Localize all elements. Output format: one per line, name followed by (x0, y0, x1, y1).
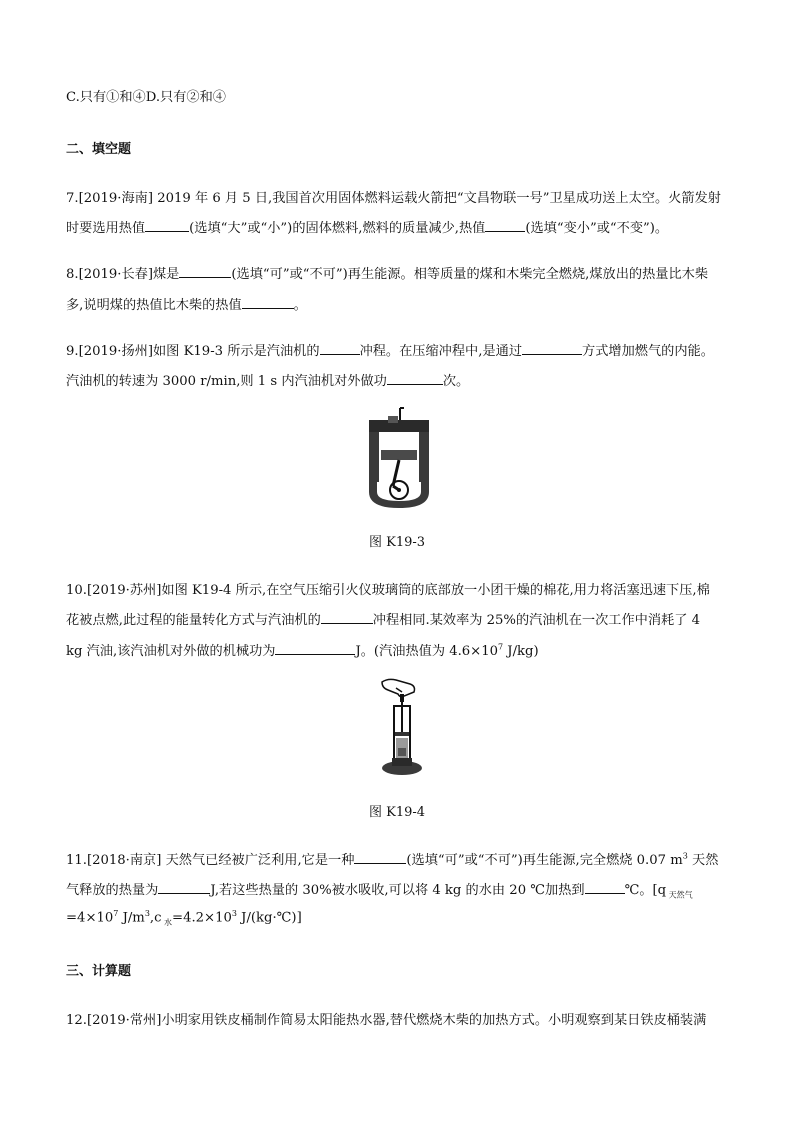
q7-text-c: (选填“变小”或“不变”)。 (525, 221, 669, 236)
q11-text-d: 气释放的热量为 (66, 883, 159, 898)
answer-blank[interactable] (354, 851, 406, 864)
section-fill-blank-title: 二、填空题 (66, 142, 132, 157)
q11-text-j: =4.2×10 (172, 910, 232, 926)
question-10-line-3 (66, 640, 539, 659)
answer-blank[interactable] (585, 881, 625, 894)
answer-blank[interactable] (158, 881, 210, 894)
question-10-line-2 (66, 609, 700, 628)
answer-blank[interactable] (145, 219, 189, 232)
q11-subscript: 天然气 (666, 890, 693, 900)
question-10-line-1: 10.[2019·苏州]如图 K19-4 所示,在空气压缩引火仪玻璃筒的底部放一小团干燥的棉花,用力将活塞迅速下压,棉 (66, 583, 710, 598)
q9-text-d: 汽油机的转速为 3000 r/min,则 1 s 内汽油机对外做功 (66, 374, 387, 389)
q11-superscript: 7 (113, 909, 119, 918)
q10-text-b: 冲程相同.某效率为 25%的汽油机在一次工作中消耗了 4 (372, 613, 700, 628)
answer-blank[interactable] (321, 611, 373, 624)
question-11-line-1 (66, 849, 718, 868)
q11-subscript: 水 (161, 918, 173, 928)
q11-text-b: (选填“可”或“不可”)再生能源,完全燃烧 0.07 m (406, 853, 683, 868)
answer-blank[interactable] (179, 265, 231, 278)
answer-blank[interactable] (387, 372, 443, 385)
q11-superscript: 3 (682, 851, 688, 861)
q10-text-a: 花被点燃,此过程的能量转化方式与汽油机的 (66, 613, 321, 628)
question-9-line-1 (66, 340, 714, 359)
answer-blank[interactable] (485, 219, 525, 232)
figure-caption-k19-3: 图 K19-3 (368, 535, 426, 550)
question-7-line-2 (66, 217, 668, 236)
q10-text-d: J。(汽油热值为 4.6×10 (355, 644, 499, 659)
q11-superscript: 3 (231, 909, 237, 918)
question-8-line-1 (66, 263, 708, 282)
gasoline-engine-figure (366, 406, 432, 510)
answer-blank[interactable] (275, 642, 355, 655)
q7-text-b: (选填“大”或“小”)的固体燃料,燃料的质量减少,热值 (189, 221, 486, 236)
air-compression-igniter-figure (374, 676, 426, 778)
q11-text-f: ℃。[q (624, 883, 667, 898)
q7-text-a: 时要选用热值 (66, 221, 146, 236)
answer-blank[interactable] (242, 296, 294, 309)
figure-caption-k19-4: 图 K19-4 (368, 805, 426, 820)
q11-text-c: 天然 (687, 853, 719, 868)
q9-text-e: 次。 (442, 374, 470, 389)
q10-text-e: J/kg) (503, 644, 539, 659)
question-7-line-1: 7.[2019·海南] 2019 年 6 月 5 日,我国首次用固体燃料运载火箭把“文昌物联一号”卫星成功送上太空。火箭发射 (66, 191, 721, 206)
q8-text-d: 。 (293, 298, 307, 313)
answer-blank[interactable] (522, 342, 582, 355)
q9-text-b: 冲程。在压缩冲程中,是通过 (359, 344, 523, 359)
question-12-line-1: 12.[2019·常州]小明家用铁皮桶制作简易太阳能热水器,替代燃烧木柴的加热方式。小明观察到某日铁皮桶装满 (66, 1013, 707, 1028)
option-cd: C.只有①和④D.只有②和④ (66, 90, 226, 105)
q9-text-c: 方式增加燃气的内能。 (582, 344, 714, 359)
question-8-line-2 (66, 294, 307, 313)
q11-text-k: J/(kg·℃)] (236, 910, 302, 926)
q10-superscript: 7 (498, 642, 504, 652)
q10-text-c: kg 汽油,该汽油机对外做的机械功为 (66, 644, 276, 659)
q8-text-c: 多,说明煤的热值比木柴的热值 (66, 298, 242, 313)
q11-text-h: J/m (118, 910, 145, 926)
q8-text-b: (选填“可”或“不可”)再生能源。相等质量的煤和木柴完全燃烧,煤放出的热量比木柴 (231, 267, 709, 282)
q11-text-e: J,若这些热量的 30%被水吸收,可以将 4 kg 的水由 20 ℃加热到 (210, 883, 585, 898)
answer-blank[interactable] (320, 342, 360, 355)
section-calculation-title: 三、计算题 (66, 964, 132, 979)
question-9-line-2 (66, 370, 469, 389)
q11-superscript: 3 (144, 909, 150, 918)
q11-text-a: 11.[2018·南京] 天然气已经被广泛利用,它是一种 (66, 853, 355, 868)
q9-text-a: 9.[2019·扬州]如图 K19-3 所示是汽油机的 (66, 344, 320, 359)
q8-text-a: 8.[2019·长春]煤是 (66, 267, 180, 282)
q11-text-i: ,c (149, 910, 162, 926)
question-11-line-3 (66, 909, 302, 928)
q11-text-g: =4×10 (66, 910, 114, 926)
question-11-line-2 (66, 879, 693, 901)
